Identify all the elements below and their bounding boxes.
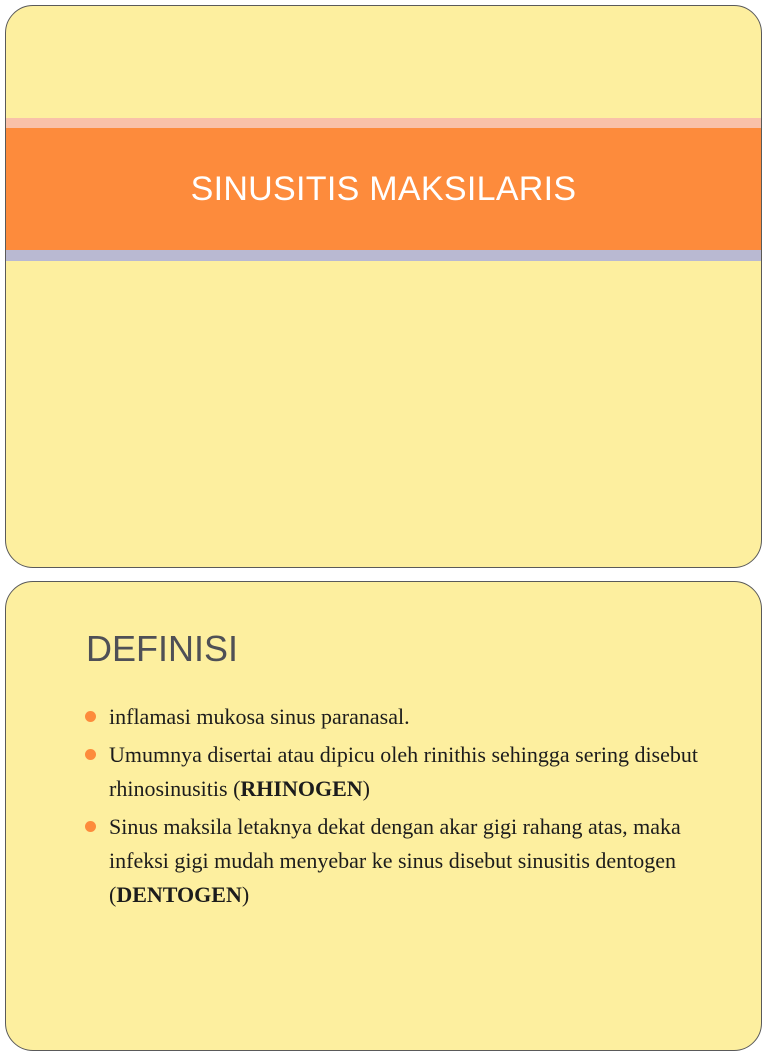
bullet-text: Sinus maksila letaknya dekat dengan akar gigi rahang atas, maka infeksi gigi mudah menyebar ke sinus disebut sinusitis dentogen ( [109,814,681,907]
bullet-text: inflamasi mukosa sinus paranasal. [109,704,410,729]
bullet-text-end: ) [362,776,370,801]
bullet-list [84,700,724,916]
slide-title: SINUSITIS MAKSILARIS [190,169,577,208]
bullet-icon [85,749,96,760]
title-band-top-stripe [6,118,761,128]
title-slide [5,5,762,568]
bullet-bold-term: DENTOGEN [116,882,242,907]
bullet-bold-term: RHINOGEN [240,776,363,801]
list-item [84,810,724,912]
bullet-text: Umumnya disertai atau dipicu oleh rinithis sehingga sering disebut rhinosinusitis ( [109,742,698,801]
title-band-bottom-stripe [6,250,761,261]
bullet-icon [85,711,96,722]
list-item [84,738,724,806]
title-band [6,128,761,250]
list-item [84,700,724,734]
slide-heading: DEFINISI [86,628,239,669]
bullet-text-end: ) [241,882,250,907]
definition-slide [5,581,762,1051]
bullet-icon [85,821,96,832]
